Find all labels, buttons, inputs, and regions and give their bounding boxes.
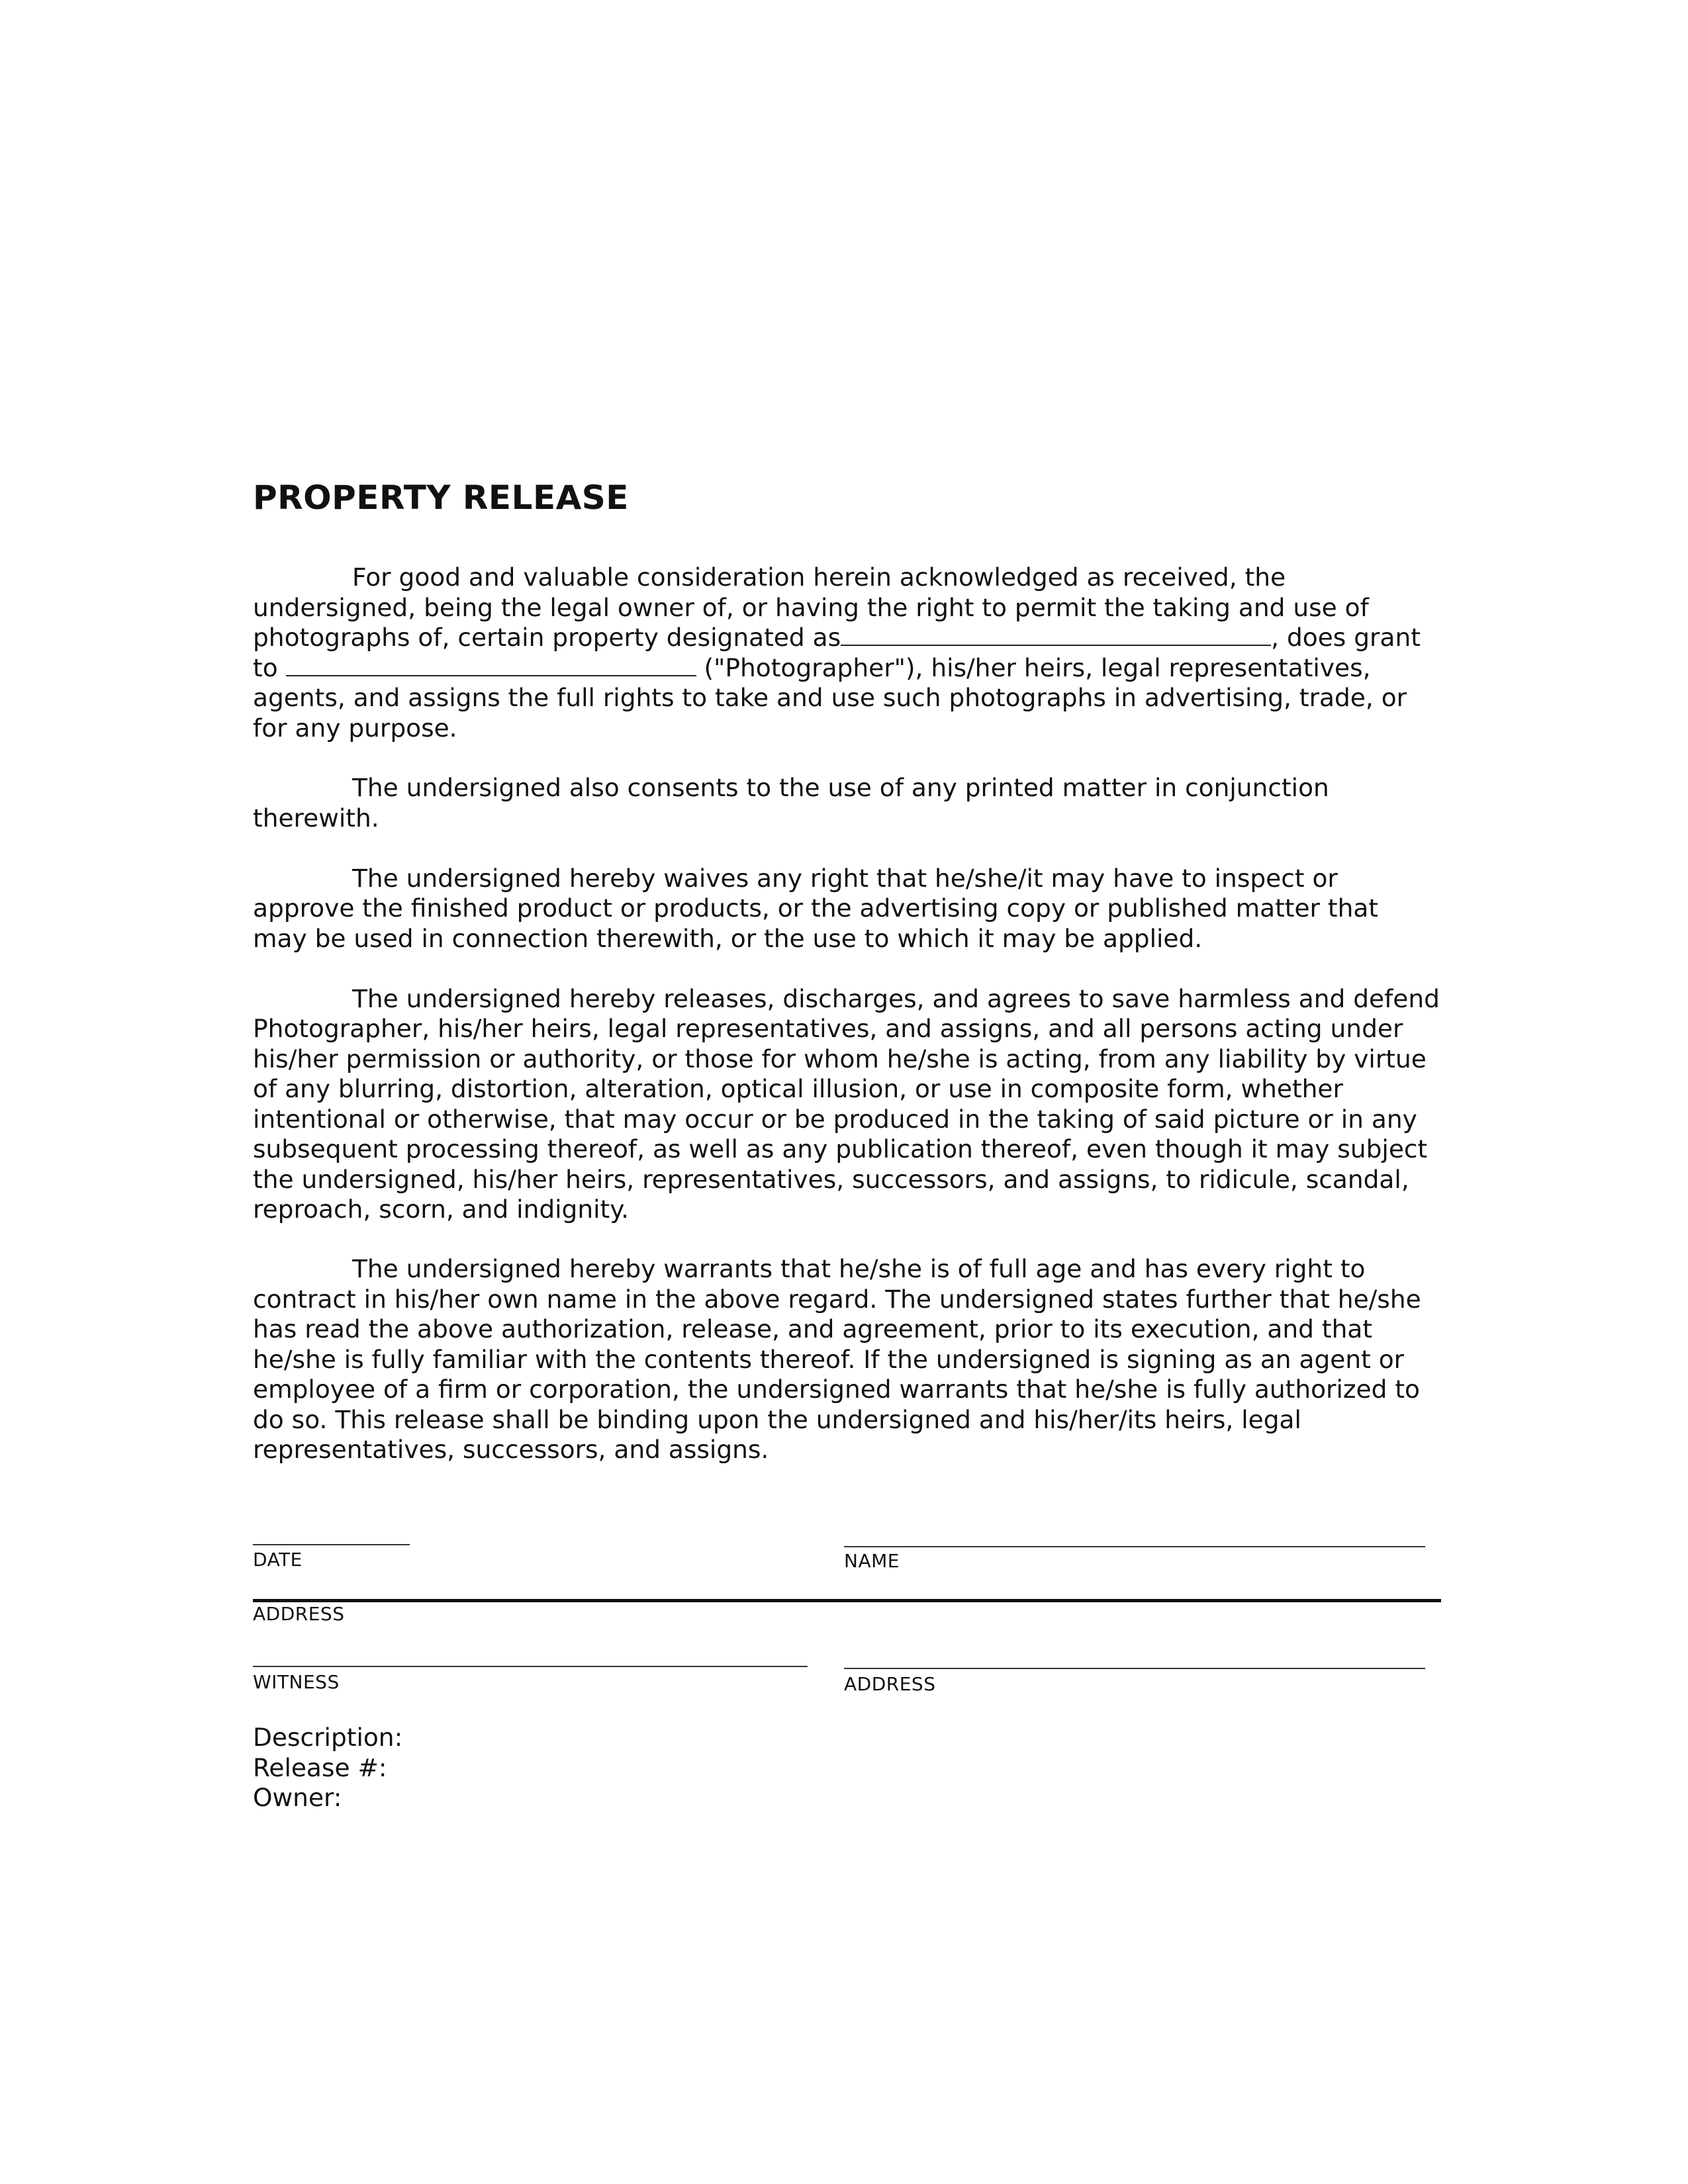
witness-address-line[interactable]	[844, 1668, 1425, 1669]
address-signature-line[interactable]	[253, 1599, 1441, 1602]
paragraph-line: he/she is fully familiar with the contents thereof. If the undersigned is signing as an agent or	[253, 1345, 1405, 1374]
address-label-right: ADDRESS	[844, 1673, 936, 1695]
name-label: NAME	[844, 1550, 900, 1572]
document-title: PROPERTY RELEASE	[253, 478, 629, 517]
paragraph-line: employee of a firm or corporation, the undersigned warrants that he/she is fully authorized to	[253, 1375, 1420, 1404]
paragraph-text: ("Photographer"), his/her heirs, legal representatives,	[704, 653, 1371, 682]
address-label-left: ADDRESS	[253, 1603, 345, 1625]
paragraph-text: , does grant	[1271, 623, 1421, 652]
paragraph-line: has read the above authorization, release, and agreement, prior to its execution, and that	[253, 1314, 1373, 1343]
paragraph-line	[253, 653, 1458, 682]
paragraph-line: therewith.	[253, 803, 379, 833]
paragraph-line: agents, and assigns the full rights to take and use such photographs in advertising, trade, or	[253, 683, 1407, 712]
paragraph-text: photographs of, certain property designated as	[253, 623, 841, 652]
date-signature-line[interactable]	[253, 1544, 410, 1545]
date-label: DATE	[253, 1549, 303, 1570]
witness-label: WITNESS	[253, 1671, 340, 1693]
witness-signature-line[interactable]	[253, 1666, 808, 1667]
paragraph-line: do so. This release shall be binding upon the undersigned and his/her/its heirs, legal	[253, 1405, 1301, 1434]
property-designation-blank[interactable]	[841, 625, 1271, 646]
paragraph-line: Photographer, his/her heirs, legal representatives, and assigns, and all persons acting under	[253, 1014, 1403, 1043]
paragraph-line	[253, 623, 1458, 652]
paragraph-line: for any purpose.	[253, 713, 457, 743]
photographer-name-blank[interactable]	[286, 655, 696, 676]
paragraph-line: of any blurring, distortion, alteration, optical illusion, or use in composite form, whether	[253, 1074, 1343, 1103]
paragraph-text: to	[253, 653, 278, 682]
release-number-label: Release #:	[253, 1753, 387, 1782]
paragraph-line: subsequent processing thereof, as well as any publication thereof, even though it may subject	[253, 1134, 1428, 1163]
paragraph-line: The undersigned hereby waives any right that he/she/it may have to inspect or	[352, 864, 1338, 893]
paragraph-line: may be used in connection therewith, or the use to which it may be applied.	[253, 924, 1203, 953]
name-signature-line[interactable]	[844, 1546, 1425, 1547]
paragraph-line: The undersigned also consents to the use of any printed matter in conjunction	[352, 773, 1329, 802]
paragraph-line: The undersigned hereby releases, discharges, and agrees to save harmless and defend	[352, 984, 1440, 1013]
paragraph-line: the undersigned, his/her heirs, representatives, successors, and assigns, to ridicule, scandal,	[253, 1165, 1409, 1194]
paragraph-line: approve the finished product or products, or the advertising copy or published matter that	[253, 893, 1379, 923]
paragraph-line: For good and valuable consideration herein acknowledged as received, the	[352, 563, 1286, 592]
paragraph-line: intentional or otherwise, that may occur or be produced in the taking of said picture or in any	[253, 1105, 1417, 1134]
paragraph-line: representatives, successors, and assigns.	[253, 1435, 769, 1464]
paragraph-line: undersigned, being the legal owner of, or having the right to permit the taking and use of	[253, 593, 1369, 622]
paragraph-line: his/her permission or authority, or those for whom he/she is acting, from any liability by virtue	[253, 1044, 1427, 1073]
paragraph-line: contract in his/her own name in the above regard. The undersigned states further that he/she	[253, 1285, 1421, 1314]
paragraph-line: The undersigned hereby warrants that he/she is of full age and has every right to	[352, 1254, 1366, 1283]
paragraph-line: reproach, scorn, and indignity.	[253, 1195, 630, 1224]
description-label: Description:	[253, 1723, 403, 1752]
owner-label: Owner:	[253, 1783, 342, 1812]
